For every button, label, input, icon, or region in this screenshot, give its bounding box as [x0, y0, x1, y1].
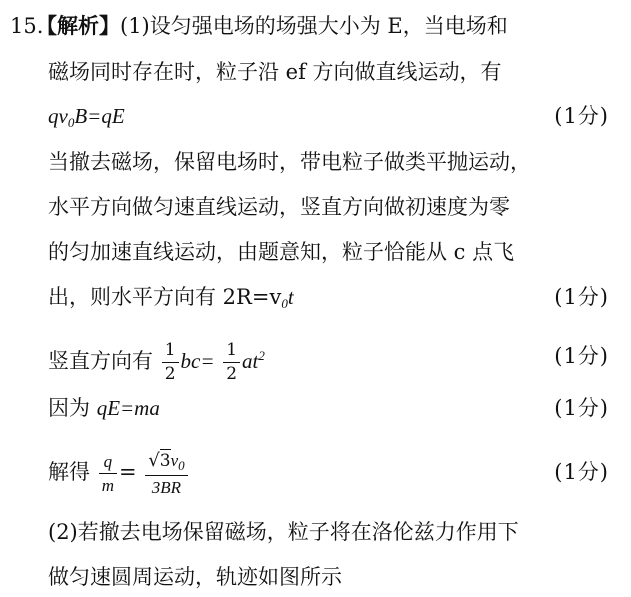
- eq-part: qv: [48, 104, 68, 128]
- line-7-sub: 0: [281, 296, 288, 311]
- fraction-half: [223, 342, 240, 383]
- eq-part: B=qE: [74, 104, 125, 128]
- line-7-text: 出，则水平方向有 2R=v: [48, 285, 282, 309]
- equation-qvB: [48, 104, 125, 128]
- fraction-half: [162, 342, 179, 383]
- eq-sub: 0: [67, 115, 75, 130]
- line-9-text: 因为: [48, 396, 97, 420]
- fraction-bar: [223, 362, 240, 363]
- fraction-denominator: 2: [164, 364, 176, 384]
- velocity-sub: 0: [178, 457, 185, 473]
- fraction-q-over-m: [99, 453, 117, 494]
- line-11: [48, 516, 631, 548]
- fraction-denominator: m: [101, 476, 114, 495]
- line-7-tail: t: [287, 285, 294, 309]
- line-8-text: 竖直方向有: [48, 349, 153, 373]
- equals-sign: =: [118, 460, 137, 484]
- line-6: [48, 236, 631, 268]
- equation-qE-ma: qE=ma: [96, 396, 160, 420]
- line-2: [48, 56, 631, 88]
- line-8-sup: 2: [258, 348, 265, 363]
- sqrt-radicand: 3: [159, 450, 171, 471]
- score-mark: (1分): [554, 285, 609, 309]
- score-mark: (1分): [554, 460, 609, 484]
- line-1: [0, 10, 631, 42]
- line-5: [48, 191, 631, 223]
- fraction-denominator: 3BR: [151, 477, 182, 497]
- fraction-denominator: 2: [226, 364, 238, 384]
- question-number: 15.: [10, 14, 44, 38]
- line-6-text: 的匀加速直线运动，由题意知，粒子恰能从 c 点飞: [48, 240, 515, 264]
- line-8-mid: bc=: [180, 349, 215, 373]
- line-8-tail: at: [242, 349, 259, 373]
- fraction-bar: [99, 473, 117, 474]
- line-10-text: 解得: [48, 460, 90, 484]
- analysis-tag: 【解析】: [36, 13, 120, 38]
- score-mark: (1分): [554, 104, 609, 128]
- sqrt-symbol: √: [148, 449, 160, 471]
- line-5-text: 水平方向做匀速直线运动，竖直方向做初速度为零: [48, 195, 510, 219]
- line-4: [48, 146, 631, 178]
- fraction-numerator: q: [103, 452, 113, 471]
- line-11-text: (2)若撤去电场保留磁场，粒子将在洛伦兹力作用下: [48, 520, 519, 544]
- fraction-bar: [145, 475, 187, 476]
- score-mark: (1分): [554, 344, 609, 368]
- line-12-text: 做匀速圆周运动，轨迹如图所示: [48, 565, 342, 589]
- fraction-result: [145, 449, 187, 497]
- line-4-text: 当撤去磁场，保留电场时，带电粒子做类平抛运动，: [48, 150, 531, 174]
- line-1-text: (1)设匀强电场的场强大小为 E，当电场和: [120, 14, 508, 38]
- line-1-content: [36, 10, 508, 42]
- score-mark: (1分): [554, 396, 609, 420]
- line-9: [48, 392, 631, 424]
- line-12: [48, 561, 631, 593]
- line-7: [48, 281, 631, 313]
- fraction-numerator: 1: [226, 340, 238, 360]
- fraction-numerator: [145, 449, 187, 473]
- fraction-numerator: 1: [164, 340, 176, 360]
- line-8: [48, 332, 631, 384]
- line-3: [48, 100, 631, 132]
- velocity-symbol: v: [170, 450, 179, 470]
- line-2-text: 磁场同时存在时，粒子沿 ef 方向做直线运动，有: [48, 60, 502, 84]
- line-10: [48, 446, 631, 498]
- fraction-bar: [162, 362, 179, 363]
